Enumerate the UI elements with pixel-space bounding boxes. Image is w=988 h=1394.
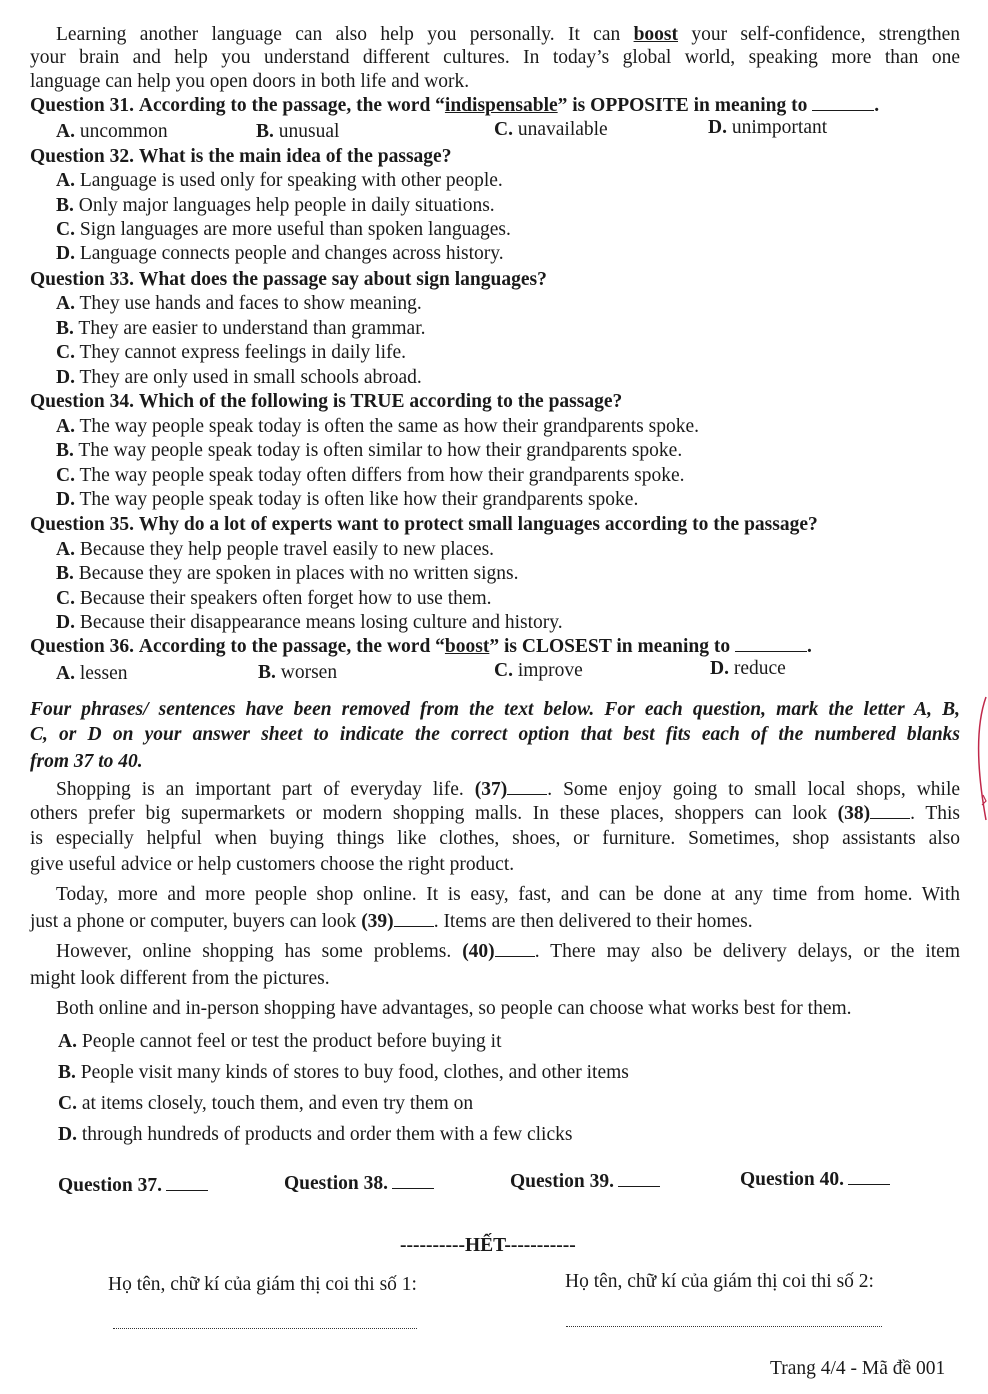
q34-option-b[interactable]: B. The way people speak today is often similar to how their grandparents spoke. [56, 440, 683, 461]
q32-option-c[interactable]: C. Sign languages are more useful than spoken languages. [56, 219, 511, 240]
q32-option-a[interactable]: A. Language is used only for speaking with other people. [56, 170, 503, 191]
page-footer: Trang 4/4 - Mã đề 001 [770, 1358, 946, 1379]
passage-line-3: language can help you open doors in both life and work. [30, 71, 470, 92]
instructions-line-2: C, or D on your answer sheet to indicate the correct option that best fits each of the numbered blanks [30, 724, 960, 745]
instructions-line-3: from 37 to 40. [30, 751, 143, 772]
q36-option-c[interactable]: C. improve [494, 660, 583, 681]
q31-option-b[interactable]: B. unusual [256, 121, 340, 142]
fill-option-c[interactable]: C. at items closely, touch them, and even try them on [58, 1093, 474, 1114]
passage2-p2-line-2: just a phone or computer, buyers can look (39) . Items are then delivered to their homes. [30, 911, 753, 932]
passage2-p1-line-3: is especially helpful when buying things like clothes, shoes, or furniture. Sometimes, shop assistants also [30, 828, 960, 849]
signature-line-1[interactable] [113, 1328, 417, 1329]
q31-option-c[interactable]: C. unavailable [494, 119, 608, 140]
q32-option-d[interactable]: D. Language connects people and changes across history. [56, 243, 504, 264]
answer-slot-40[interactable]: Question 40. [740, 1168, 890, 1192]
answer-slot-37[interactable]: Question 37. [58, 1174, 208, 1198]
question-31: Question 31. According to the passage, the word “indispensable” is OPPOSITE in meaning to . [30, 95, 880, 116]
q33-option-c[interactable]: C. They cannot express feelings in daily life. [56, 342, 407, 363]
passage2-p1-line-2: others prefer big supermarkets or modern shopping malls. In these places, shoppers can look (38) . This [30, 803, 960, 824]
passage2-p4: Both online and in-person shopping have advantages, so people can choose what works best for them. [56, 998, 852, 1019]
q35-option-c[interactable]: C. Because their speakers often forget how to use them. [56, 588, 492, 609]
passage2-p1-line-4: give useful advice or help customers choose the right product. [30, 854, 515, 875]
question-36: Question 36. According to the passage, the word “boost” is CLOSEST in meaning to . [30, 636, 812, 657]
q36-option-a[interactable]: A. lessen [56, 663, 128, 684]
question-34: Question 34. Which of the following is TRUE according to the passage? [30, 391, 623, 412]
q35-option-d[interactable]: D. Because their disappearance means losing culture and history. [56, 612, 563, 633]
q35-option-a[interactable]: A. Because they help people travel easily to new places. [56, 539, 495, 560]
end-mark: ----------HẾT----------- [400, 1235, 576, 1256]
q34-option-d[interactable]: D. The way people speak today is often like how their grandparents spoke. [56, 489, 639, 510]
passage-line-1: Learning another language can also help you personally. It can boost your self-confidence, strengthen [56, 24, 961, 45]
fill-option-d[interactable]: D. through hundreds of products and order them with a few clicks [58, 1124, 573, 1145]
fill-option-b[interactable]: B. People visit many kinds of stores to buy food, clothes, and other items [58, 1062, 629, 1083]
instructions-line-1: Four phrases/ sentences have been removed from the text below. For each question, mark the letter A, B, [30, 699, 960, 720]
passage2-p3-line-1: However, online shopping has some problems. (40) . There may also be delivery delays, or the item [56, 941, 961, 962]
passage2-p2-line-1: Today, more and more people shop online. It is easy, fast, and can be done at any time from home. With [56, 884, 960, 905]
q32-option-b[interactable]: B. Only major languages help people in daily situations. [56, 195, 495, 216]
answer-slot-39[interactable]: Question 39. [510, 1170, 660, 1194]
q31-option-a[interactable]: A. uncommon [56, 121, 168, 142]
q31-option-d[interactable]: D. unimportant [708, 117, 828, 138]
q36-option-d[interactable]: D. reduce [710, 658, 786, 679]
signature-label-2: Họ tên, chữ kí của giám thị coi thi số 2: [565, 1271, 874, 1292]
signature-line-2[interactable] [566, 1326, 882, 1327]
q36-option-b[interactable]: B. worsen [258, 662, 338, 683]
q35-option-b[interactable]: B. Because they are spoken in places with no written signs. [56, 563, 519, 584]
q34-option-a[interactable]: A. The way people speak today is often the same as how their grandparents spoke. [56, 416, 699, 437]
fill-option-a[interactable]: A. People cannot feel or test the product before buying it [58, 1031, 502, 1052]
q33-option-b[interactable]: B. They are easier to understand than grammar. [56, 318, 426, 339]
question-32: Question 32. What is the main idea of the passage? [30, 146, 452, 167]
keyword-boost: boost [633, 24, 679, 45]
q33-option-d[interactable]: D. They are only used in small schools abroad. [56, 367, 422, 388]
stamp-edge-icon [974, 695, 988, 825]
signature-label-1: Họ tên, chữ kí của giám thị coi thi số 1: [108, 1274, 417, 1295]
question-33: Question 33. What does the passage say about sign languages? [30, 269, 547, 290]
q33-option-a[interactable]: A. They use hands and faces to show meaning. [56, 293, 422, 314]
question-35: Question 35. Why do a lot of experts want to protect small languages according to the passage? [30, 514, 818, 535]
passage2-p1-line-1: Shopping is an important part of everyday life. (37) . Some enjoy going to small local shops, while [56, 779, 961, 800]
passage-line-2: your brain and help you understand different cultures. In today’s global world, speaking more than one [30, 47, 960, 68]
answer-slot-38[interactable]: Question 38. [284, 1172, 434, 1196]
q34-option-c[interactable]: C. The way people speak today often differs from how their grandparents spoke. [56, 465, 685, 486]
passage2-p3-line-2: might look different from the pictures. [30, 968, 330, 989]
